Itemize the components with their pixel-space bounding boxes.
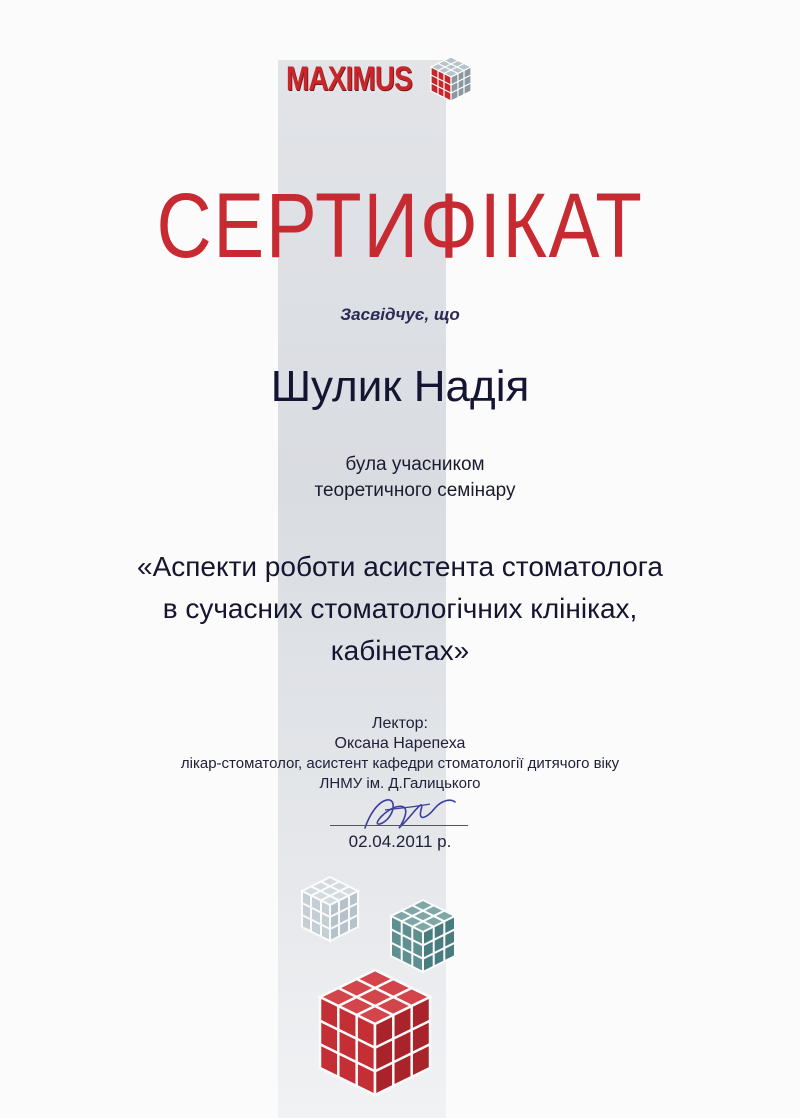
seminar-line-2: в сучасних стоматологічних клініках, [162, 593, 638, 624]
participation-line-1: була учасником [345, 454, 485, 475]
red-cube-icon [320, 970, 430, 1095]
lecturer-position: лікар-стоматолог, асистент кафедри стоматології дитячого віку [180, 755, 620, 772]
recipient-name: Шулик Надія [270, 362, 530, 411]
logo-cube-icon [426, 54, 476, 104]
light-cube-icon [302, 877, 358, 941]
lecturer-label: Лектор: [372, 715, 428, 732]
participation-line-2: теоретичного семінару [314, 480, 516, 501]
certificate-title: СЕРТИФІКАТ [156, 175, 644, 277]
signature-icon [355, 788, 465, 838]
logo-text: MAXIMUS [286, 60, 412, 98]
seminar-line-3: кабінетах» [330, 635, 470, 666]
teal-cube-icon [391, 900, 455, 972]
maximus-logo [286, 54, 496, 114]
signature-line [330, 825, 468, 826]
lecturer-university: ЛНМУ ім. Д.Галицького [319, 775, 481, 792]
seminar-line-1: «Аспекти роботи асистента стоматолога [137, 551, 663, 582]
lecturer-block [0, 714, 800, 794]
certifies-text: Засвідчує, що [340, 305, 460, 324]
lecturer-name: Оксана Нарепеха [334, 735, 466, 752]
seminar-title [0, 546, 800, 672]
certificate-date: 02.04.2011 р. [348, 832, 452, 851]
participation-text [0, 452, 800, 504]
decorative-cubes [290, 855, 510, 1115]
